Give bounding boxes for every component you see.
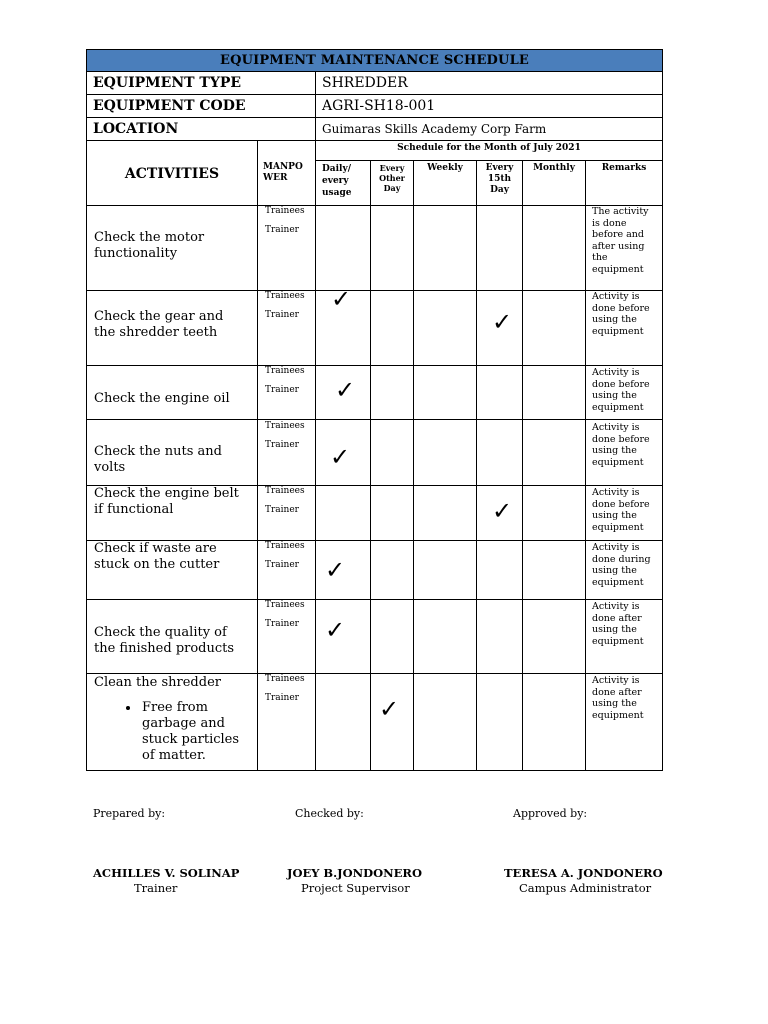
- remark-cell: [586, 675, 644, 721]
- activity-text-line2: stuck on the cutter: [94, 557, 220, 572]
- remark-line: equipment: [592, 521, 644, 533]
- remark-cell: [586, 542, 651, 588]
- manpower-header-line2: WER: [263, 173, 288, 183]
- check-mark-icon: ✓: [379, 695, 400, 723]
- check-mark-icon: ✓: [325, 556, 346, 584]
- manpower-cell: [258, 537, 305, 575]
- remark-line: Activity is: [592, 422, 640, 433]
- check-mark-icon: ✓: [492, 308, 513, 336]
- remark-line: using the: [592, 314, 637, 325]
- activity-text-line1: Check the motor: [94, 230, 205, 245]
- remark-line: equipment: [592, 263, 644, 275]
- manpower-header: [263, 162, 303, 184]
- sub-item-line: Free from: [142, 700, 208, 715]
- remark-line: The activity: [592, 206, 649, 217]
- remark-line: done before: [592, 378, 650, 390]
- remark-line: equipment: [592, 401, 644, 413]
- manpower-trainees: Trainees: [265, 206, 305, 216]
- remark-line: done after: [592, 686, 642, 698]
- remark-line: equipment: [592, 325, 644, 337]
- approved-by-label: Approved by:: [513, 807, 588, 820]
- manpower-cell: [258, 287, 305, 325]
- remark-line: done during: [592, 553, 651, 565]
- activity-clean-shredder: [87, 675, 257, 764]
- equipment-code-value: AGRI-SH18-001: [322, 98, 436, 114]
- weekly-column-header: Weekly: [427, 163, 463, 173]
- every15-header-line3: Day: [490, 185, 509, 195]
- remark-line: before and: [592, 229, 644, 240]
- activities-header: ACTIVITIES: [124, 166, 220, 182]
- remark-line: after using: [592, 240, 645, 252]
- activity-text-line2: the finished products: [94, 641, 235, 656]
- remark-line: done before: [592, 433, 650, 445]
- every-other-header-line2: Other: [379, 173, 405, 183]
- manpower-trainees: Trainees: [265, 674, 305, 684]
- activity-check-waste: [87, 541, 257, 573]
- approved-by-role: Campus Administrator: [519, 881, 652, 895]
- activity-text-line2: volts: [94, 460, 126, 475]
- prepared-by-name: ACHILLES V. SOLINAP: [93, 866, 240, 880]
- manpower-trainees: Trainees: [265, 486, 305, 496]
- monthly-column-header: Monthly: [533, 163, 575, 173]
- check-mark-icon: ✓: [330, 443, 351, 471]
- remark-line: equipment: [592, 456, 644, 468]
- remark-line: is done: [592, 217, 627, 229]
- sub-item-free-from: [140, 700, 257, 764]
- activity-check-nuts-volts: [87, 444, 257, 476]
- activity-text-line1: Check the nuts and: [94, 444, 222, 459]
- activity-check-quality: [87, 625, 257, 657]
- remark-line: Activity is: [592, 601, 640, 612]
- prepared-by-label: Prepared by:: [93, 807, 166, 820]
- remark-line: done before: [592, 498, 650, 510]
- activity-text-line1: Check if waste are: [94, 541, 217, 556]
- remark-line: using the: [592, 510, 637, 521]
- approved-by-name: TERESA A. JONDONERO: [504, 866, 663, 880]
- every-other-header-line3: Day: [383, 183, 401, 193]
- activity-text-line1: Clean the shredder: [94, 675, 221, 690]
- remark-line: the: [592, 252, 608, 263]
- sub-item-line: stuck particles: [142, 732, 240, 747]
- manpower-cell: [258, 417, 305, 455]
- activity-text-line2: the shredder teeth: [94, 325, 218, 340]
- activity-sub-items: [94, 700, 257, 764]
- remark-cell: [586, 601, 644, 647]
- activity-text-line1: Check the quality of: [94, 625, 227, 640]
- remark-line: Activity is: [592, 487, 640, 498]
- remark-cell: [586, 367, 650, 413]
- daily-header-line1: Daily/: [322, 164, 351, 174]
- manpower-trainer: Trainer: [265, 440, 299, 450]
- manpower-trainees: Trainees: [265, 291, 305, 301]
- document-title: EQUIPMENT MAINTENANCE SCHEDULE: [86, 49, 663, 72]
- daily-column-header: [318, 163, 362, 199]
- location-label: LOCATION: [93, 121, 179, 137]
- remark-cell: [586, 291, 650, 337]
- manpower-trainer: Trainer: [265, 619, 299, 629]
- equipment-type-value: SHREDDER: [322, 75, 408, 91]
- remarks-column-header: Remarks: [601, 163, 647, 173]
- checked-by-name: JOEY B.JONDONERO: [287, 866, 422, 880]
- activity-text-line1: Check the engine belt: [94, 486, 239, 501]
- equipment-type-label: EQUIPMENT TYPE: [93, 75, 242, 91]
- check-mark-icon: ✓: [331, 285, 352, 313]
- checked-by-role: Project Supervisor: [301, 881, 410, 895]
- prepared-by-role: Trainer: [134, 881, 178, 895]
- manpower-cell: [258, 670, 305, 708]
- manpower-trainees: Trainees: [265, 421, 305, 431]
- equipment-code-label: EQUIPMENT CODE: [93, 98, 246, 114]
- activity-text-line2: functionality: [94, 246, 178, 261]
- manpower-trainer: Trainer: [265, 560, 299, 570]
- maintenance-schedule-table: [86, 140, 663, 771]
- remark-line: Activity is: [592, 542, 640, 553]
- manpower-trainer: Trainer: [265, 225, 299, 235]
- check-mark-icon: ✓: [325, 616, 346, 644]
- manpower-trainer: Trainer: [265, 385, 299, 395]
- schedule-month-title: Schedule for the Month of July 2021: [397, 143, 581, 153]
- manpower-trainees: Trainees: [265, 366, 305, 376]
- remark-cell: [586, 487, 650, 533]
- activity-check-engine-belt: [87, 486, 257, 518]
- activity-check-engine-oil: [87, 391, 257, 407]
- remark-line: using the: [592, 565, 637, 576]
- remark-line: using the: [592, 624, 637, 635]
- remark-cell: [586, 206, 649, 275]
- daily-header-line3: usage: [322, 188, 352, 198]
- remark-line: equipment: [592, 635, 644, 647]
- sub-item-line: garbage and: [142, 716, 225, 731]
- every15-header-line2: 15th: [487, 174, 512, 184]
- activity-text-line2: if functional: [94, 502, 174, 517]
- activity-text-line1: Check the engine oil: [94, 391, 230, 406]
- activity-check-gear: [87, 309, 257, 341]
- remark-line: Activity is: [592, 675, 640, 686]
- manpower-cell: [258, 482, 305, 520]
- manpower-trainer: Trainer: [265, 310, 299, 320]
- daily-header-line2: every: [322, 176, 349, 186]
- remark-line: done after: [592, 612, 642, 624]
- manpower-cell: [258, 596, 305, 634]
- remark-line: done before: [592, 302, 650, 314]
- manpower-trainees: Trainees: [265, 600, 305, 610]
- manpower-header-line1: MANPO: [263, 162, 303, 172]
- manpower-trainees: Trainees: [265, 541, 305, 551]
- manpower-cell: [258, 202, 305, 240]
- remark-line: Activity is: [592, 367, 640, 378]
- every-15th-day-column-header: [477, 163, 522, 196]
- location-value: Guimaras Skills Academy Corp Farm: [322, 122, 547, 136]
- remark-line: equipment: [592, 576, 644, 588]
- activity-check-motor: [87, 230, 257, 262]
- sub-item-line: of matter.: [142, 748, 206, 763]
- manpower-trainer: Trainer: [265, 505, 299, 515]
- activity-text-line1: Check the gear and: [94, 309, 224, 324]
- manpower-trainer: Trainer: [265, 693, 299, 703]
- check-mark-icon: ✓: [492, 497, 513, 525]
- checked-by-label: Checked by:: [295, 807, 364, 820]
- every-other-header-line1: Every: [379, 163, 405, 173]
- manpower-cell: [258, 362, 305, 400]
- check-mark-icon: ✓: [335, 376, 356, 404]
- every-other-day-column-header: [371, 163, 413, 193]
- remark-line: equipment: [592, 709, 644, 721]
- remark-line: Activity is: [592, 291, 640, 302]
- remark-line: using the: [592, 445, 637, 456]
- equipment-info-block: [86, 72, 663, 140]
- remark-line: using the: [592, 390, 637, 401]
- remark-cell: [586, 422, 650, 468]
- remark-line: using the: [592, 698, 637, 709]
- every15-header-line1: Every: [485, 163, 514, 173]
